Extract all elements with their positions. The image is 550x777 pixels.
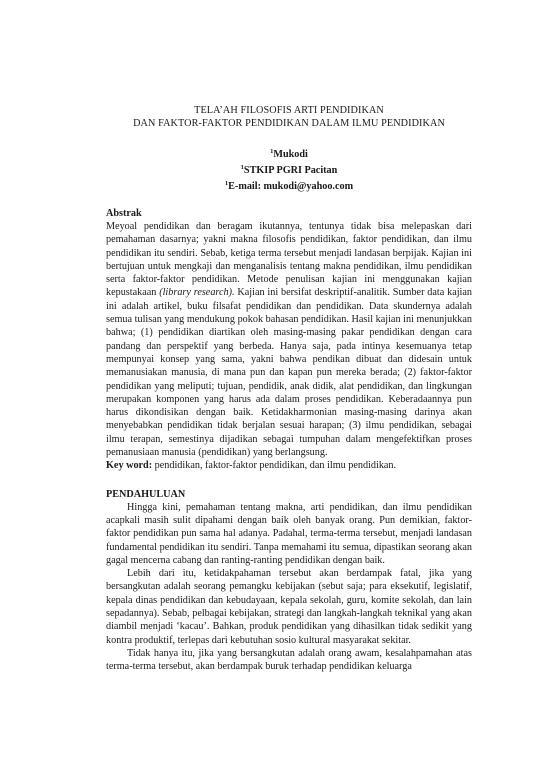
paper-page xyxy=(106,104,472,674)
keywords-line xyxy=(106,459,472,472)
abstract-text-italic: (library research). xyxy=(159,287,235,299)
author-sup: 1 xyxy=(270,148,274,155)
author-affiliation-line xyxy=(106,161,472,177)
section-heading-pendahuluan: PENDAHULUAN xyxy=(106,488,186,500)
abstract-text-a: Meyoal pendidikan dan beragam ikutannya, tentunya tidak bisa melepaskan dari pemahaman dasarnya; yakni makna filosofis pendidikan, faktor pendidikan, dan ilmu pendidikan itu sendiri. Sebab, ketiga terma tersebut menjadi landasan berpijak. Kajian ini bertujuan untuk mengkaji dan menganalisis tentang makna pendidikan, ilmu pendidikan serta faktor-faktor pendidikan. Metode penulisan kajian ini menggunakan kajian kepustakaan xyxy=(106,221,472,299)
author-email-line xyxy=(106,177,472,193)
author-name: Mukodi xyxy=(273,149,308,160)
keywords-label: Key word: xyxy=(106,460,153,472)
title-line-2: DAN FAKTOR-FAKTOR PENDIDIKAN DALAM ILMU PENDIDIKAN xyxy=(133,118,445,129)
intro-paragraph-3: Tidak hanya itu, jika yang bersangkutan adalah orang awam, kesalahpamahan atas terma-terma tersebut, akan berdampak buruk terhadap pendidikan keluarga xyxy=(106,647,472,673)
affiliation-sup: 1 xyxy=(240,164,244,171)
abstract-heading: Abstrak xyxy=(106,208,142,219)
author-email: E-mail: mukodi@yahoo.com xyxy=(228,181,354,192)
intro-paragraph-1: Hingga kini, pemahaman tentang makna, arti pendidikan, dan ilmu pendidikan acapkali masih sulit dipahami dengan baik oleh banyak orang. Pun demikian, faktor-faktor pendidikan pun sama hal adanya. Padahal, terma-terma tersebut, menjadi landasan fundamental pendidikan itu sendiri. Tanpa memahami itu semua, dipastikan seorang akan gagal mencerna cabang dan ranting-ranting pendidikan dengan baik. xyxy=(106,501,472,566)
author-block xyxy=(106,145,472,193)
author-name-line xyxy=(106,145,472,161)
abstract-text-b: Kajian ini bersifat deskriptif-analitik. Sumber data kajian ini adalah artikel, buku filsafat pendidikan dan pendidikan. Data skundernya adalah semua tulisan yang mendukung pokok bahasan pendidikan. Hasil kajian ini menunjukkan bahwa; (1) pendidikan diartikan oleh masing-masing pakar pendidikan dengan cara pandang dan perspektif yang berbeda. Hanya saja, pada intinya kesemuanya tetap mempunyai konsep yang sama, yakni bahwa pendikan dibuat dan didesain untuk memanusiakan manusia, di mana pun dan kapan pun mereka berada; (2) faktor-faktor pendidikan yang meliputi; tujuan, pendidik, anak didik, alat pendidikan, dan lingkungan merupakan komponen yang harus ada dalam proses pendidikan. Keberadaannya pun harus dikondisikan dengan baik. Ketidakharmonian masing-masing darinya akan menyebabkan pendidikan tidak berjalan sesuai harapan; (3) ilmu pendidikan, sebagai ilmu terapan, semestinya dijadikan sebagai tumpuhan dalam mengefektifkan proses pemanusiaan manusia (pendidikan) yang berlangsung. xyxy=(106,287,473,459)
author-affiliation: STKIP PGRI Pacitan xyxy=(243,165,338,176)
title-line-1: TELA’AH FILOSOFIS ARTI PENDIDIKAN xyxy=(194,105,384,116)
email-sup: 1 xyxy=(224,180,229,187)
paper-title xyxy=(106,104,472,130)
intro-paragraph-2: Lebih dari itu, ketidakpahaman tersebut akan berdampak fatal, jika yang bersangkutan adalah seorang pemangku kebijakan (sebut saja; para eksekutif, legislatif, kepala dinas pendidikan dan kebudayaan, kepala sekolah, guru, komite sekolah, dan lain sepadannya). Sebab, pelbagai kebijakan, strategi dan langkah-langkah teknikal yang akan diambil menjadi ‘kacau’. Bahkan, produk pendidikan yang dihasilkan tidak sedikit yang kontra produktif, terlepas dari kebutuhan sosio kultural masyarakat sekitar. xyxy=(106,568,472,646)
abstract-text xyxy=(106,220,472,459)
keywords-text: pendidikan, faktor-faktor pendidikan, dan ilmu pendidikan. xyxy=(154,460,397,472)
